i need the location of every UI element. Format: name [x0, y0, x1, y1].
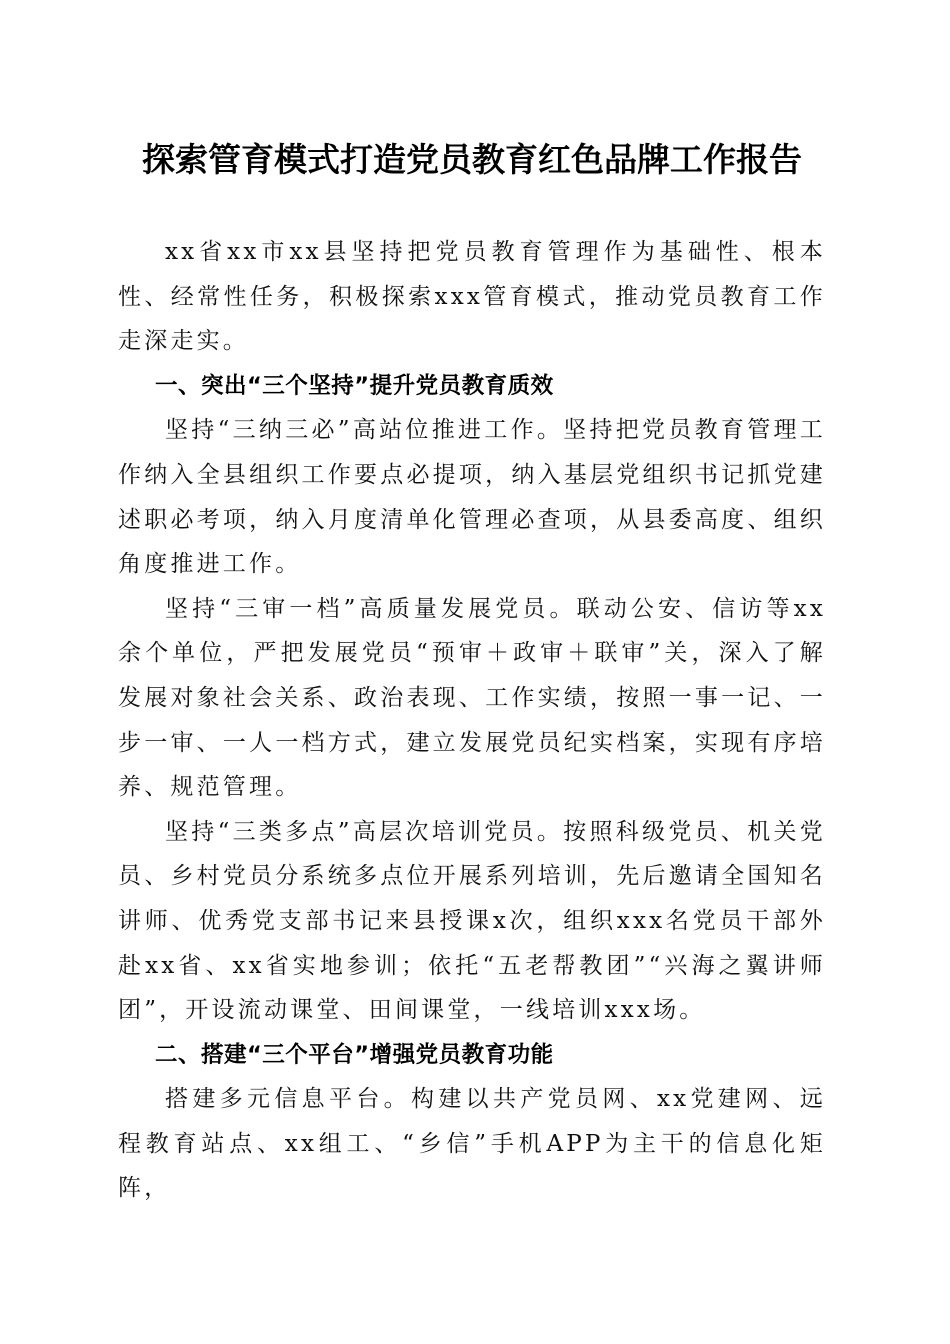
section-paragraph: 坚持“三审一档”高质量发展党员。联动公安、信访等xx余个单位，严把发展党员“预审＋政审＋联审”关，深入了解发展对象社会关系、政治表现、工作实绩，按照一事一记、一步一审、一人一档方式，建立发展党员纪实档案，实现有序培养、规范管理。 [118, 595, 826, 801]
document-title: 探索管育模式打造党员教育红色品牌工作报告 [142, 140, 802, 179]
section-heading: 二、搭建“三个平台”增强党员教育功能 [155, 1041, 554, 1068]
section-paragraph: 坚持“三纳三必”高站位推进工作。坚持把党员教育管理工作纳入全县组织工作要点必提项，纳入基层党组织书记抓党建述职必考项，纳入月度清单化管理必查项，从县委高度、组织角度推进工作。 [118, 417, 826, 578]
section-paragraph: 坚持“三类多点”高层次培训党员。按照科级党员、机关党员、乡村党员分系统多点位开展系列培训，先后邀请全国知名讲师、优秀党支部书记来县授课x次，组织xxx名党员干部外赴xx省、xx省实地参训；依托“五老帮教团”“兴海之翼讲师团”，开设流动课堂、田间课堂，一线培训xxx场。 [118, 818, 826, 1024]
intro-paragraph: xx省xx市xx县坚持把党员教育管理作为基础性、根本性、经常性任务，积极探索xxx管育模式，推动党员教育工作走深走实。 [118, 239, 826, 355]
section-2 [118, 1033, 826, 1211]
section-heading: 一、突出“三个坚持”提升党员教育质效 [155, 372, 554, 399]
document-body [118, 230, 826, 1211]
section-paragraph: 搭建多元信息平台。构建以共产党员网、xx党建网、远程教育站点、xx组工、“乡信”手机APP为主干的信息化矩阵， [118, 1086, 826, 1202]
section-1 [118, 364, 826, 1033]
